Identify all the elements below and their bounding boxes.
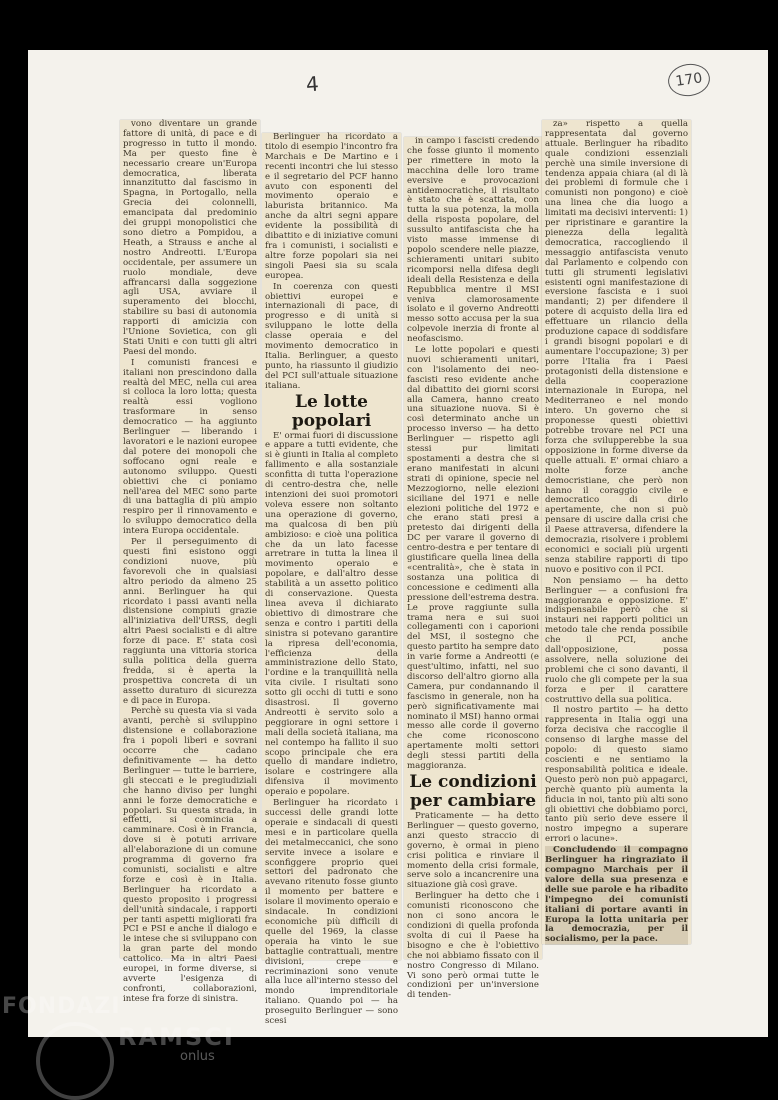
column-3: [404, 136, 542, 1001]
paragraph: Praticamente — ha detto Berlinguer — questo governo, anzi questo straccio di governo, è ormai in pieno crisi politica e rinviare il momento della crisi formale, serve solo a incancrenire una situazione già così grave.: [407, 811, 539, 891]
paragraph: E' ormai fuori di discussione e appare a tutti evidente, che si è giunti in Italia al completo fallimento e alla sostanziale sconfitta di tutta l'operazione di centro-destra che, nelle intenzioni dei suoi promotori voleva essere non soltanto una operazione di governo, ma qualcosa di ben più ambizioso: e cioè una politica che da un lato facesse arretrare in tutta la linea il movimento operaio e popolare, e dall'altro desse stabilità a un assetto politico di conservazione. Questa linea aveva il dichiarato obiettivo di dimostrare che senza e contro i partiti della sinistra si potevano garantire la ripresa dell'economia, l'efficienza della amministrazione dello Stato, l'ordine e la tranquillità nella vita civile. I risultati sono sotto gli occhi di tutti e sono disastrosi. Il governo Andreotti è servito solo a peggiorare in ogni settore i mali della società italiana, ma nel contempo ha fallito il suo scopo principale che era quello di mandare indietro, isolare e costringere alla difensiva il movimento operaio e popolare.: [265, 430, 399, 798]
column-2: [262, 132, 401, 1027]
paragraph: I comunisti francesi e italiani non prescindono dalla realtà del MEC, nella cui area si colloca la loro lotta; questa realtà essi vogliono trasformare in senso democratico — ha aggiunto Berlinguer — liberando i lavoratori e le nazioni europee dal potere dei monopoli che soffocano ogni reale e autonomo sviluppo. Questi obiettivi che ci poniamo nell'area del MEC sono parte di una battaglia di più ampio respiro per il rinnovamento e lo sviluppo democratico della intera Europa occidentale.: [123, 357, 257, 537]
document-id-stamp: 170: [666, 61, 712, 99]
paragraph: In coerenza con questi obiettivi europei e internazionali di pace, di progresso e di unità si sviluppano le lotte della classe operaia e del movimento democratico in Italia. Berlinguer, a questo punto, ha riassunto il giudizio del PCI sull'attuale situazione italiana.: [265, 281, 398, 391]
paragraph: in campo i fascisti credendo che fosse giunto il momento per rimettere in moto la macchina delle loro trame eversive e provocazioni antidemocratiche, il risultato è stato che è scattata, con tutta la sua potenza, la molla della risposta popolare, del sussulto antifascista che ha visto masse immense di popolo scendere nelle piazze, schieramenti unitari subito ricomporsi nella difesa degli ideali della Resistenza e della Repubblica mentre il MSI veniva clamorosamente isolato e il governo Andreotti messo sotto accusa per la sua colpevole inerzia di fronte al neofascismo.: [407, 136, 539, 345]
watermark-logo-icon: [36, 1022, 114, 1100]
paragraph: Berlinguer ha ricordato a titolo di esempio l'incontro fra Marchais e De Martino e i recenti incontri che lui stesso e il segretario del PCF hanno avuto con esponenti del movimento operaio e laburista britannico. Ma anche da altri segni appare evidente la possibilità di dibattito e di iniziative comuni fra i comunisti, i socialisti e altre forze popolari sia nei singoli Paesi sia su scala europea.: [265, 132, 398, 281]
paragraph: Perchè su questa via si vada avanti, perchè si sviluppino distensione e collaborazione fra i popoli liberi e sovrani occorre che cadano definitivamente — ha detto Berlinguer — tutte le barriere, gli steccati e le pregiudiziali che hanno diviso per lunghi anni le forze democratiche e popolari. Su questa strada, in effetti, si comincia a camminare. Così è in Francia, dove si è potuti arrivare all'elaborazione di un comune programma di governo fra comunisti, socialisti e altre forze e così è in Italia. Berlinguer ha ricordato a questo proposito i progressi dell'unità sindacale, i rapporti per tanti aspetti migliorati fra PCI e PSI e anche il dialogo e le intese che si sviluppano con la gran parte del mondo cattolico. Ma in altri Paesi europei, in forme diverse, si avverte l'esigenza di confronti, collaborazioni, intese fra forze di sinistra.: [123, 706, 257, 1004]
headline-le-condizioni-per-cambiare: Le condizioni per cambiare: [409, 772, 537, 811]
column-1: [120, 119, 260, 1004]
column-4: [542, 120, 691, 944]
watermark-text: FONDAZI: [2, 994, 121, 1019]
paragraph: Le lotte popolari e questi nuovi schieramenti unitari, con l'isolamento dei neo-fascisti reso evidente anche dal dibattito dei giorni scorsi alla Camera, hanno creato una situazione nuova. Si è così determinato anche un processo inverso — ha detto Berlinguer — rispetto agli stessi pur limitati spostamenti a destra che si erano manifestati in alcuni strati di opinione, specie nel Mezzogiorno, nelle elezioni siciliane del 1971 e nelle elezioni politiche del 1972 e che erano stati presi a pretesto dai dirigenti della DC per varare il governo di centro-destra e per tentare di giustificare quella linea della «centralità», che è stata in sostanza una politica di concessione e cedimenti alla pressione dell'estrema destra. Le prove raggiunte sulla trama nera e sui suoi collegamenti con i caporioni del MSI, il sostegno che questo partito ha sempre dato in varie forme a Andreotti (e quest'ultimo, infatti, nel suo discorso dell'altro giorno alla Camera, pur condannando il fascismo in generale, non ha però significativamente mai nominato il MSI) hanno ormai messo alle corde il governo che come riconoscono apertamente molti settori degli stessi partiti della maggioranza.: [407, 345, 539, 772]
paragraph: Berlinguer ha ricordato i successi delle grandi lotte operaie e sindacali di questi mesi e in particolare quella dei metalmeccanici, che sono servite invece a isolare e sconfiggere proprio quei settori del padronato che avevano ritenuto fosse giunto il momento per battere e isolare il movimento operaio e sindacale. In condizioni economiche più difficili di quelle del 1969, la classe operaia ha vinto le sue battaglie contrattuali, mentre divisioni, crepe e recriminazioni sono venute alla luce all'interno stesso del mondo imprenditoriale italiano. Quando poi — ha proseguito Berlinguer — sono scesi: [265, 798, 398, 1027]
paragraph: Berlinguer ha detto che i comunisti riconoscono che non ci sono ancora le condizioni di quella profonda svolta di cui il Paese ha bisogno e che è l'obiettivo che noi abbiamo fissato con il nostro Congresso di Milano. Vi sono però ormai tutte le condizioni per un'inversione di tenden-: [407, 891, 539, 1001]
headline-le-lotte-popolari: Le lotte popolari: [291, 391, 372, 431]
paragraph: Non pensiamo — ha detto Berlinguer — a confusioni fra maggioranza e opposizione. E' indispensabile però che si instauri nei rapporti politici un metodo tale che renda possibile che il PCI, anche dall'opposizione, possa assolvere, nella soluzione dei problemi che ci sono davanti, il ruolo che gli compete per la sua forza e per il carattere costruttivo della sua politica.: [545, 575, 688, 705]
watermark-text: RAMSCI: [118, 1023, 235, 1051]
paragraph: Il nostro partito — ha detto rappresenta in Italia oggi una forza decisiva che raccoglie il consenso di larghe masse del popolo: di questo siamo coscienti e ne sentiamo la responsabilità politica e ideale. Questo però non può appagarci, perchè quanto più aumenta la fiducia in noi, tanto più alti sono gli obiettivi che dobbiamo porci, tanto più serio deve essere il nostro impegno a superare errori o lacune».: [545, 705, 688, 845]
page-number: 4: [305, 71, 320, 97]
paragraph: Per il perseguimento di questi fini esistono oggi condizioni nuove, più favorevoli che in qualsiasi altro periodo da almeno 25 anni. Berlinguer ha qui ricordato i passi avanti nella distensione compiuti grazie all'iniziativa dell'URSS, degli altri Paesi socialisti e di altre forze di pace. E' stata così raggiunta una vittoria storica sulla politica della guerra fredda, si è aperta la prospettiva concreta di un assetto duraturo di sicurezza e di pace in Europa.: [123, 537, 257, 706]
paragraph: vono diventare un grande fattore di unità, di pace e di progresso in tutto il mondo. Ma per questo fine è necessario creare un'Europa democratica, liberata innanzitutto dal fascismo in Spagna, in Portogallo, nella Grecia dei colonnelli, emancipata dal predominio dei gruppi monopolistici che sono dietro a Pompidou, a Heath, a Strauss e anche al nostro Andreotti. L'Europa occidentale, per assumere un ruolo mondiale, deve affrancarsi dalla soggezione agli USA, avviare il superamento dei blocchi, stabilire su basi di autonomia rapporti di amicizia con l'Unione Sovietica, con gli Stati Uniti e con tutti gli altri Paesi del mondo.: [123, 119, 257, 357]
paragraph: za» rispetto a quella rappresentata dal governo attuale. Berlinguer ha ribadito quale condizioni essenziali perchè una simile inversione di tendenza appaia chiara (al di là dei problemi di formule che i comunisti non pongono) e cioè una linea che dia luogo a limitati ma decisivi interventi: 1) per ripristinare e garantire la pienezza della legalità democratica, raccogliendo il messaggio antifascista venuto dal Parlamento e colpendo con tutti gli strumenti legislativi esistenti ogni manifestazione di eversione fascista e i suoi mandanti; 2) per difendere il potere di acquisto della lira ed effettuare un rilancio della produzione capace di soddisfare i grandi bisogni popolari e di aumentare l'occupazione; 3) per porre l'Italia fra i Paesi protagonisti della distensione e della cooperazione internazionale in Europa, nel Mediterraneo e nel mondo intero. Un governo che si proponesse questi obiettivi potrebbe trovare nel PCI una forza che svilupperebbe la sua opposizione in forme diverse da quelle attuali. E' ormai chiaro a molte forze anche democristiane, che però non hanno il coraggio civile e democratico di dirlo apertamente, che non si può pensare di uscire dalla crisi che il Paese attraversa, difendere la democrazia, risolvere i problemi economici e sociali più urgenti senza stabilire rapporti di tipo nuovo e positivo con il PCI.: [545, 119, 688, 575]
watermark-text: onlus: [180, 1049, 215, 1064]
paragraph: Concludendo il compagno Berlinguer ha ringraziato il compagno Marchais per il valore della sua presenza e delle sue parole e ha ribadito l'impegno dei comunisti italiani di portare avanti in Europa la lotta unitaria per la democrazia, per il socialismo, per la pace.: [545, 845, 688, 945]
